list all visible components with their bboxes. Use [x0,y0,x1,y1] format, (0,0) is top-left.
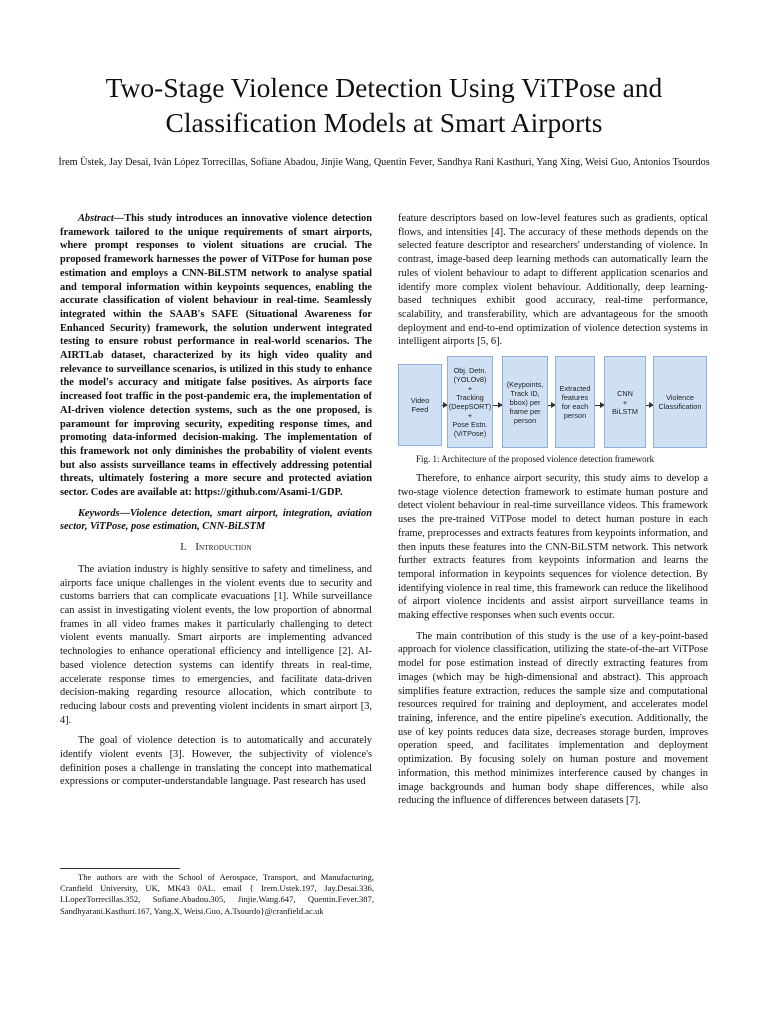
figure-caption: Fig. 1: Architecture of the proposed violence detection framework [416,454,655,465]
left-column [60,212,372,796]
keywords-text: Violence detection, smart airport, integration, aviation sector, ViTPose, pose estimation, CNN-BiLSTM [60,507,372,533]
abstract [60,212,372,500]
author-list: İrem Üstek, Jay Desai, Iván López Torrecillas, Sofiane Abadou, Jinjie Wang, Quentin Fever, Sandhya Rani Kasthuri, Yang Xing, Weisi Guo, Antonios Tsourdos [58,157,710,168]
keywords-label: Keywords— [78,507,130,519]
intro-paragraph-2: The goal of violence detection is to automatically and accurately identify violent events [3]. However, the subjectivity of violence's definition poses a challenge in translating the concept into mathematical expressions or computer-understandable language. Past research has used [60,735,372,788]
figure-box-cnn-bilstm: CNN + BiLSTM [604,356,646,448]
right-paragraph-1: Therefore, to enhance airport security, this study aims to develop a two-stage violence detection framework to estimate human posture and detect violent behaviour in real-time surveillance videos. This framework uses the pre-trained ViTPose model to detect human posture in each frame, preprocesses and extracts features from keypoints information, and then inputs these features into the CNN-BiLSTM network. This network further extracts features from keypoints information and learns the temporal information in keypoints sequences for violence detection. By identifying violence in real time, this framework can reduce the likelihood of airport violence incidents and assist airport surveillance teams in making effective responses when such events occur. [398,473,708,622]
footnote-text: The authors are with the School of Aerospace, Transport, and Manufacturing, Cranfield University, UK, MK43 0AL. email { Irem.Ustek.197, Jay.Desai.336, I.LopezTorrecillas.352, Sofiane.Abadou.305, Jinjie.Wang.647, Quentin.Fever.387, Sandhyarani.Kasthuri.167, Yang.X, Weisi.Guo, A.Tsourdo}@cranfield.ac.uk [60,872,374,916]
figure-box-keypoints: (Keypoints, Track ID, bbox) per frame per person [502,356,548,448]
intro-paragraph-1: The aviation industry is highly sensitive to safety and timeliness, and airports face unique challenges in the violent events due to security and customs barriers that can complicate evacuations [1]. While surveillance can assist in investigating violent events, the low proportion of abnormal frames in all video frames makes it particularly challenging to detect violent events manually. Smart airports are implementing advanced technologies to enhance operational efficiency and intelligence [2]. AI-based violence detection systems can identify threats in real-time, accelerate response times to emergencies, and facilitate data-driven decision-making regarding resource allocation, which contribute to reducing labour costs and preventing violent incidents in smart airport [3, 4]. [60,563,372,726]
figure-arrow [548,405,555,406]
figure-arrow [595,405,604,406]
figure-box-violence-classification: Violence Classification [653,356,707,448]
figure-box-detection-tracking: Obj. Detn. (YOLOv8) + Tracking (DeepSORT) + Pose Estn. (ViTPose) [447,356,493,448]
figure-arrow [646,405,653,406]
figure-box-video-feed: Video Feed [398,364,442,446]
right-column [398,212,708,815]
figure-box-extracted-features: Extracted features for each person [555,356,595,448]
right-paragraph-2: The main contribution of this study is the use of a key-point-based approach for violence classification, utilizing the state-of-the-art ViTPose model for pose estimation instead of directly extracting features from images (which may be high-dimensional and abstract). This approach simplifies feature extraction, reduces the sample size and computational resources required for training and deployment, and accelerates model training, inference, and the entire pipeline's execution. Additionally, the use of key points reduces data size, decreases storage burden, improves operation speed, and facilitates implementation and deployment optimization. By focusing solely on human posture and movement information, this method minimizes interference caused by changes in image backgrounds and human body shape differences, while also reducing the influence of differences between datasets [7]. [398,630,708,807]
section-number: I. [180,542,187,554]
right-paragraph-continued: feature descriptors based on low-level features such as gradients, optical flows, and intensities [4]. The accuracy of these methods depends on the selected feature descriptor and researchers' understanding of violence. In contrast, image-based deep learning methods can automatically learn the rules of violent behaviour to adapt to different application scenarios and identify more complex violent behaviour. Additionally, deep learning-based techniques exhibit good accuracy, real-time performance, scalability, and transferability, which are advantageous for the smooth deployment and end-to-end optimization of violence detection systems in intelligent airports [5, 6]. [398,213,708,348]
architecture-figure [398,356,708,448]
section-title: Introduction [195,542,252,554]
figure-arrow [493,405,502,406]
abstract-label: Abstract— [78,213,125,224]
keywords [60,507,372,534]
footnote-rule [60,868,180,869]
author-footnote [60,868,374,917]
section-heading-introduction [60,541,372,555]
abstract-text: This study introduces an innovative violence detection framework tailored to the unique requirements of smart airports, where prompt responses to violent situations are crucial. The proposed framework harnesses the power of ViTPose for human pose estimation and employs a CNN-BiLSTM network to analyse spatial and temporal information within keypoints sequences, enabling the accurate classification of violent behaviour in real-time. Seamlessly integrated within the SAAB's SAFE (Situational Awareness for Enhanced Security) framework, the solution underwent integrated testing to ensure robust performance in real-world scenarios. The AIRTLab dataset, characterized by its high video quality and relevance to surveillance scenarios, is utilized in this study to enhance the model's accuracy and mitigate false positives. As airports face increased foot traffic in the post-pandemic era, the implementation of AI-driven violence detection systems, such as the one proposed, is paramount for improving security, expediting response times, and promoting data-informed decision-making. The implementation of this framework not only diminishes the probability of violent events but also assists surveillance teams in effectively addressing potential threats, ultimately fostering a more secure and protected aviation sector. Codes are available at: https://github.com/Asami-1/GDP. [60,213,372,499]
paper-title: Two-Stage Violence Detection Using ViTPose and Classification Models at Smart Airports [105,72,663,138]
